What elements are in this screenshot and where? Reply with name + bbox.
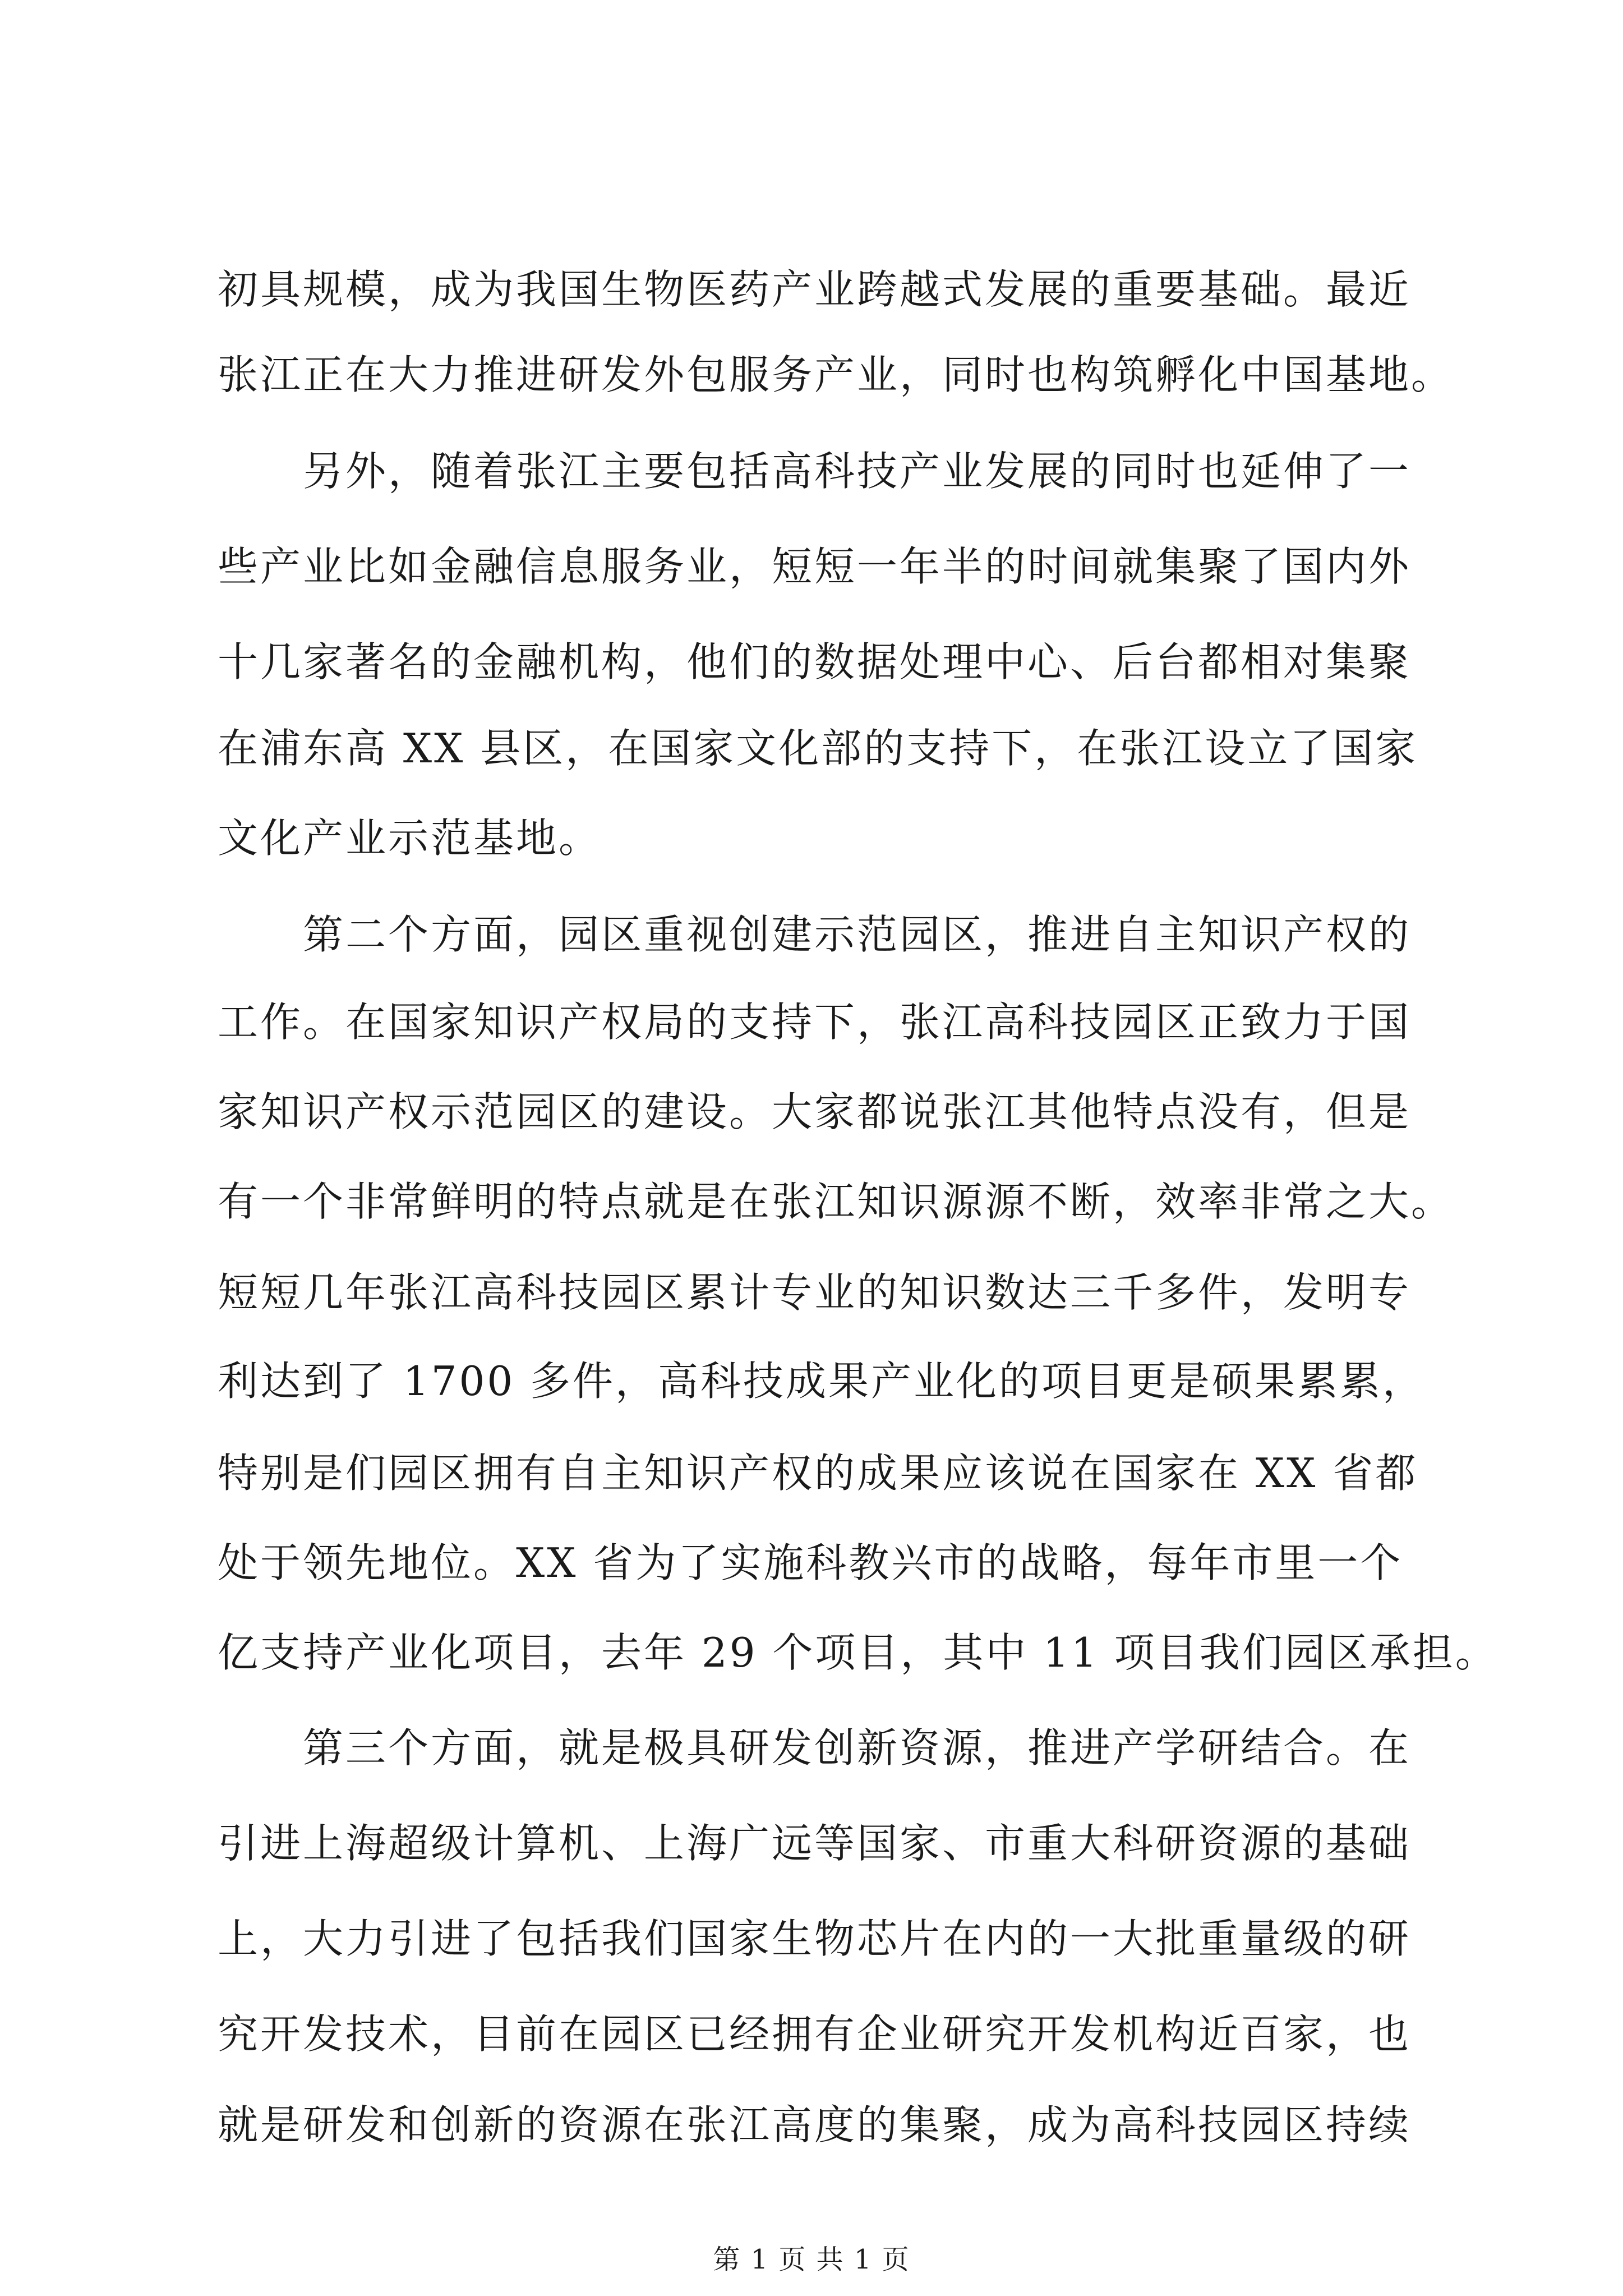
text-line: 引进上海超级计算机、上海广远等国家、市重大科研资源的基础 bbox=[218, 1820, 1412, 1867]
text-line: 就是研发和创新的资源在张江高度的集聚，成为高科技园区持续 bbox=[218, 2101, 1412, 2148]
text-line: 在浦东高 XX 县区，在国家文化部的支持下，在张江设立了国家 bbox=[218, 725, 1418, 772]
text-line: 上，大力引进了包括我们国家生物芯片在内的一大批重量级的研 bbox=[218, 1915, 1412, 1962]
text-line: 工作。在国家知识产权局的支持下，张江高科技园区正致力于国 bbox=[218, 999, 1412, 1046]
text-line: 文化产业示范基地。 bbox=[218, 815, 602, 862]
text-line: 些产业比如金融信息服务业，短短一年半的时间就集聚了国内外 bbox=[218, 543, 1412, 590]
paragraph-start-line: 第三个方面，就是极具研发创新资源，推进产学研结合。在 bbox=[303, 1724, 1412, 1772]
text-line: 家知识产权示范园区的建设。大家都说张江其他特点没有，但是 bbox=[218, 1088, 1412, 1135]
text-line: 究开发技术，目前在园区已经拥有企业研究开发机构近百家，也 bbox=[218, 2010, 1412, 2058]
page-number-footer: 第 1 页 共 1 页 bbox=[713, 2244, 910, 2275]
text-line: 特别是们园区拥有自主知识产权的成果应该说在国家在 XX 省都 bbox=[218, 1450, 1418, 1497]
text-line: 十几家著名的金融机构，他们的数据处理中心、后台都相对集聚 bbox=[218, 638, 1412, 685]
text-line: 利达到了 1700 多件，高科技成果产业化的项目更是硕果累累， bbox=[218, 1358, 1426, 1405]
text-line: 短短几年张江高科技园区累计专业的知识数达三千多件，发明专 bbox=[218, 1269, 1412, 1316]
text-line: 有一个非常鲜明的特点就是在张江知识源源不断，效率非常之大。 bbox=[218, 1178, 1454, 1225]
paragraph-start-line: 另外，随着张江主要包括高科技产业发展的同时也延伸了一 bbox=[303, 448, 1412, 495]
text-line: 处于领先地位。XX 省为了实施科教兴市的战略，每年市里一个 bbox=[218, 1539, 1403, 1586]
text-line: 张江正在大力推进研发外包服务产业，同时也构筑孵化中国基地。 bbox=[218, 351, 1454, 398]
paragraph-start-line: 第二个方面，园区重视创建示范园区，推进自主知识产权的 bbox=[303, 911, 1412, 958]
text-line: 亿支持产业化项目，去年 29 个项目，其中 11 项目我们园区承担。 bbox=[218, 1629, 1498, 1676]
text-line: 初具规模，成为我国生物医药产业跨越式发展的重要基础。最近 bbox=[218, 266, 1412, 313]
